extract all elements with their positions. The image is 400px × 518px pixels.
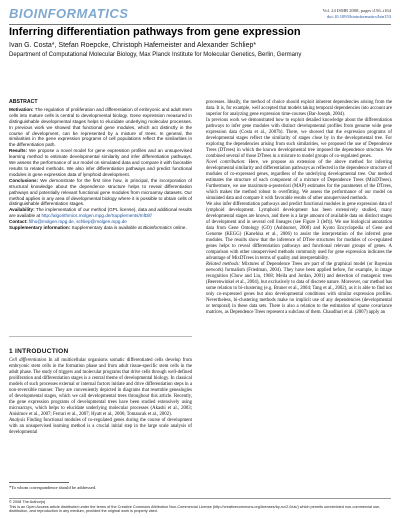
intro-paragraph: Cell differentiation In all multicellular organisms somatic differentiated cells develop from embryonic stem cells in the formation phase and from adult tissue-specific stem cells in the adult phase. The study of triggers and molecular programs that drive cells through well-defined proliferation and differentiation stages is a central theme of developmental biology. In classical models of such processes external or internal factors initiate and drive differentiation steps in a non-reversible manner. They are conveniently depicted in diagrams that resemble genealogies of developmental stages, which we call developmental trees throughout this article. Recently, the gene expression programs of developmental trees have been studied extensively using microarrays, which helps to elucidate underlying molecular processes (Akashi et al., 2003; Anisimov et al., 2007; Ferrari et al., 2007; Hyatt et al., 2006; Tomancak et al., 2002). (9, 358, 193, 417)
citation-block (323, 8, 391, 20)
doi-link[interactable]: doi:10.1093/bioinformatics/btn153 (326, 14, 391, 20)
license-divider (9, 498, 391, 499)
abstract-supplementary: Supplementary information: Supplementary data is available at Bioinformatics online. (9, 225, 187, 231)
body-paragraph: Novel contribution: Here, we propose an extension of the above method for inferring developmental similarity and differentiation pathways as reflected in the dependence structure of modules of co-expressed genes, regardless of the underlying developmental tree. Our method estimates the structure of each component of a mixture of Dependence Trees (MixDTrees). Furthermore, we use maximum-a-posteriori (MAP) estimates for the parameters of the DTrees, which makes the method robust to overfitting. We assess the performance of our model on simulated data and compare it with favorable results of other unsupervised methods. (206, 160, 393, 201)
abstract-availability: Availability: The implementation of our method (GPL license), data and additional results are available at http://algorithmics.molgen.mpg.de/Supplements/InfDif/ (9, 207, 192, 219)
header-divider (9, 24, 391, 25)
abstract (9, 100, 192, 231)
license-text: This is an Open Access article distributed under the terms of the Creative Commons Attribution Non-Commercial License (http://creativecommons.org/licenses/by-nc/2.0/uk/) which permits unrestricted non-commercial use, distribution, and reproduction in any medium, provided the original work is properly cited. (9, 504, 381, 514)
volume-pages: Vol. 24 ISMB 2008, pages i156–i164 (322, 8, 391, 13)
footnote: *To whom correspondence should be addressed. (9, 485, 97, 490)
body-paragraph: In previous work we demonstrated how to exploit detailed knowledge about the differentiation pathways to infer gene modules with distinct developmental profiles from genome wide gene expression data (Costa et al., 2007b). There, we showed that the expression programs of developmental stages reflect the similarity of stages close by in the developmental tree. For exploring the dependencies arising from such similarities, we proposed the use of Dependence Trees (DTrees) in which the known developmental tree imposed the dependence structure. We combined several of those DTrees in a mixture to model groups of co-regulated genes. (206, 118, 392, 159)
affiliation: Department of Computational Molecular Biology, Max Planck Institute for Molecular Genetics, Berlin, Germany (9, 52, 302, 58)
introduction-text (9, 358, 192, 436)
copyright: © 2008 The Author(s) (9, 500, 46, 504)
right-column-text (206, 100, 392, 316)
supplement-link[interactable]: http://algorithmics.molgen.mpg.de/Supplements/InfDif/ (41, 213, 152, 219)
section-heading: 1 INTRODUCTION (9, 348, 69, 355)
paper-title: Inferring differentiation pathways from gene expression (9, 26, 301, 38)
abstract-results: Results: We propose a novel model for gene expression profiles and an unsupervised learning method to estimate developmental similarity and infer differentiation pathways. We assess the performance of our model on simulated data and compare it with favorable results to related methods. We also infer differentiation pathways and predict functional modules in gene expression data of lymphoid development. (9, 148, 193, 177)
abstract-heading: ABSTRACT (9, 99, 38, 105)
footnote-divider (9, 482, 69, 483)
body-paragraph: processes. Ideally, the method of choice should exploit inherent dependencies arising from the data. It is, for example, well accepted that models taking temporal dependencies into account are superior for analyzing gene expression time-courses (Bar-Joseph, 2004). (206, 100, 392, 117)
abstract-contact: Contact: filho@molgen.mpg.de, schliep@molgen.mpg.de (9, 219, 127, 225)
journal-name: BIOINFORMATICS (9, 6, 129, 21)
body-paragraph: We also infer differentiation pathways and predict functional modules in gene expression data of lymphoid development. Lymphoid development has been extensively studied, many developmental stages are known, and there is a large amount of available data on distinct stages of development and in several cell lineages (see Figure 3 (left)). We use biological annotation data from Gene Ontology (GO) (Ashburner, 2000) and Kyoto Encyclopedia of Gene and Genome (KEGG) (Kanehisa et al., 2006) to assist the interpretation of the inferred gene modules. The results show that the inference of DTree structures for modules of co-regulated genes helps to reveal differentiation pathways and functional relevant groups of genes. A comparison with other unsupervised methods commonly used for gene expression indicates the advantage of MixDTrees in terms of quality and interpretability. (206, 202, 392, 261)
abstract-motivation: Motivation: The regulation of proliferation and differentiation of embryonic and adult stem cells into mature cells is central to developmental biology. Gene expression measured in distinguishable developmental stages helps to elucidate underlying molecular processes. In previous work we showed that functional gene modules, which act distinctly in the course of development, can be represented by a mixture of trees. In general, the similarities in the gene expression programs of cell populations reflect the similarities in the differentiation path. (9, 106, 193, 148)
abstract-conclusions: Conclusions: We demonstrate for the first time how, in principal, the incorporation of structural knowledge about the dependence structure helps to reveal differentiation pathways and potentially relevant functional gene modules from microarray datasets. Our method applies in any area of developmental biology where it is possible to obtain cells of distinguishable differentiation stages. (9, 177, 193, 207)
author-list: Ivan G. Costa*, Stefan Roepcke, Christoph Hafemeister and Alexander Schliep* (9, 42, 257, 49)
intro-paragraph: Analysis Finding functional modules of co-regulated genes during the course of development with an unsupervised learning method is a crucial initial step in the large scale analysis of developmental (9, 418, 193, 435)
contact-email[interactable]: filho@molgen.mpg.de, schliep@molgen.mpg.de (28, 219, 127, 225)
license-block (9, 500, 391, 514)
abstract-divider (9, 336, 192, 337)
body-paragraph: Related methods: Mixtures of Dependence Trees are part of the graphical model (or Bayesian network) formalism (Friedman, 2004). They have been applied before, for example, in image recognition (Chow and Liu, 1968; Meila and Jordan, 2001) and detection of mutagenic trees (Beerenwinkel et al., 2004), but exclusively to data of discrete nature. Moreover, our method has some relation to bi-clustering (e.g. Bruner et al., 2004; Tang et al., 2002), as it is able to find not only co-expressed genes but also developmental conditions with similar expression profiles. Nevertheless, bi-clustering methods make no implicit use of any dependencies (developmental or temporal) in these data sets. There is also a relation to the estimation of sparse covariance matrices, as Dependence Trees represent a subclass of them. Chaudhuri et al. (2007) apply an (206, 262, 393, 315)
